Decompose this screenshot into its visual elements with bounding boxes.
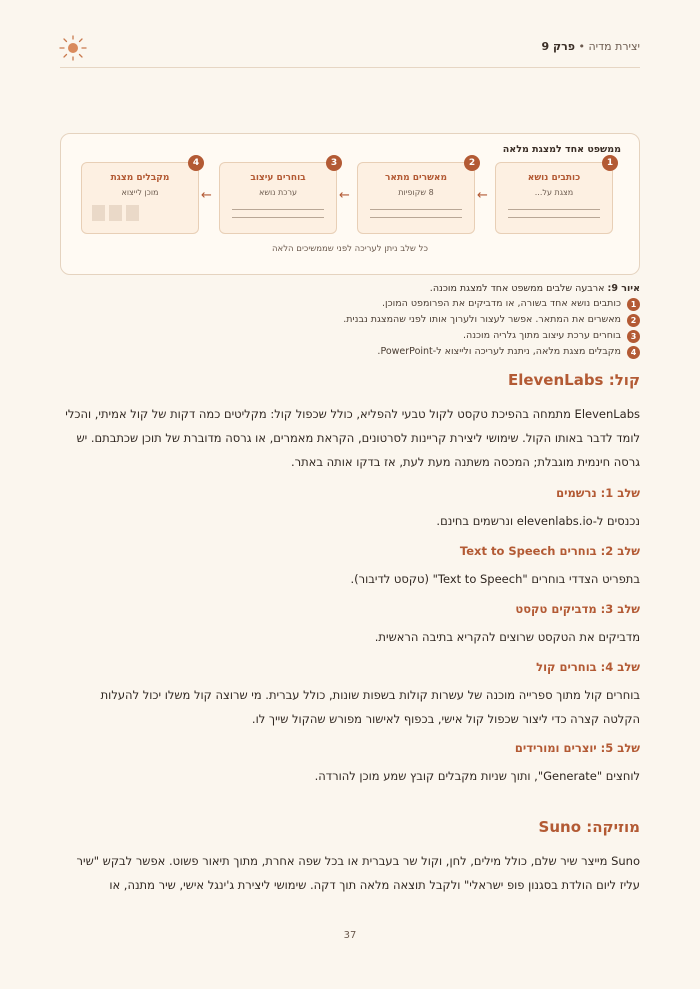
step-title: כותבים נושא (527, 173, 581, 183)
chapter-title (542, 40, 640, 53)
sun-icon (58, 34, 88, 62)
step-subtitle: ערכת נושא (259, 188, 297, 197)
list-item-text: מאשרים את המתאר. אפשר לעצור ולערוך אותו לפני שהמצגת נבנית. (343, 314, 621, 325)
step-title: מקבלים מצגת (110, 173, 170, 183)
section-heading-elevenlabs: קול: ElevenLabs (507, 371, 640, 389)
list-item-text: כותבים נושא אחד בשורה, או מדביקים את הפרומפט המוכן. (381, 298, 621, 309)
list-item-text: מקבלים מצגת מלאה, ניתנת לעריכה ולייצוא ל-PowerPoint. (377, 346, 621, 357)
caption-list-item (60, 297, 640, 313)
figure-title: ממשפט אחד למצגת מלאה (502, 144, 621, 155)
page-header (0, 0, 700, 70)
step-text-4: בוחרים קול מתוך ספרייה מוכנה של עשרות קולות בשפות שונות, כולל עברית. מי שרוצה קול משלו יכול להעלות הקלטה קצרה כדי ליצור שכפול קול אישי, בכפוף לאישור מפורש שהקול שייך לו. (100, 688, 640, 726)
section-heading-suno: מוזיקה: Suno (538, 818, 640, 836)
caption-list-item (60, 345, 640, 361)
placeholder-line (508, 209, 600, 210)
slide-thumbnail (92, 205, 105, 221)
slide-thumbnail (126, 205, 139, 221)
page-number: 37 (343, 930, 357, 941)
step-title: מאשרים מתאר (385, 173, 447, 183)
placeholder-line (232, 217, 324, 218)
caption-list-item (60, 329, 640, 345)
step-number-badge: 3 (326, 155, 342, 171)
step-heading-2: שלב 2: בוחרים Text to Speech (459, 544, 640, 558)
list-item-text: בוחרים ערכת עיצוב מתוך גלריה מוכנה. (462, 330, 621, 341)
step-number-badge: 1 (602, 155, 618, 171)
step-title: בוחרים עיצוב (250, 173, 306, 183)
placeholder-line (508, 217, 600, 218)
step-text-3: מדביקים את הטקסט שרוצים להקריא בתיבה הראשית. (374, 630, 640, 644)
suno-intro: Suno מייצר שיר שלם, כולל מילים, לחן, וקול שר בעברית או בכל שפה אחרת, מתוך תיאור פשוט. אפשר לבקש "שיר עליז ליום הולדת בסגנון פופ ישראלי" ולקבל תוצאה מלאה תוך דקה. שימושי ליצירת ג'ינגל אישי, שיר מתנה, או (76, 854, 640, 892)
figure-caption (60, 283, 640, 294)
placeholder-line (232, 209, 324, 210)
arrow-left-icon: ← (201, 188, 212, 203)
flow-step-1 (495, 158, 614, 234)
step-heading-4: שלב 4: בוחרים קול (536, 660, 640, 674)
placeholder-line (370, 217, 462, 218)
arrow-left-icon: ← (339, 188, 350, 203)
step-text-2: בתפריט הצדדי בוחרים "Text to Speech" (טקסט לדיבור). (350, 572, 640, 586)
step-subtitle: מוכן לייצוא (121, 188, 159, 197)
caption-list-item (60, 313, 640, 329)
caption-text: ארבעה שלבים ממשפט אחד למצגת מוכנה. (429, 283, 608, 294)
step-heading-5: שלב 5: יוצרים ומורידים (514, 741, 640, 755)
step-text-5: לוחצים "Generate", ותוך שניות מקבלים קובץ שמע מוכן להורדה. (314, 769, 640, 783)
list-number-badge: 3 (627, 330, 640, 343)
list-number-badge: 4 (627, 346, 640, 359)
flow-step-2 (357, 158, 476, 234)
placeholder-line (370, 209, 462, 210)
step-number-badge: 4 (188, 155, 204, 171)
list-number-badge: 2 (627, 314, 640, 327)
step-heading-1: שלב 1: נרשמים (556, 486, 640, 500)
step-subtitle: מצגת על... (534, 188, 574, 197)
figure-note: כל שלב ניתן לעריכה לפני שממשיכים הלאה (271, 244, 428, 254)
step-subtitle: 8 שקופיות (398, 188, 434, 197)
chapter-title-text: יצירת מדיה • (575, 40, 640, 53)
flow-step-3 (219, 158, 338, 234)
flow-step-4 (81, 158, 200, 234)
caption-list (60, 297, 640, 361)
caption-label: איור 9: (607, 283, 640, 294)
arrow-left-icon: ← (477, 188, 488, 203)
list-number-badge: 1 (627, 298, 640, 311)
elevenlabs-intro: ElevenLabs מתמחה בהפיכת טקסט לקול טבעי להפליא, כולל שכפול קול: מקליטים כמה דקות של קול אמיתי, והכלי לומד לדבר באותו הקול. שימושי ליצירת קריינות לסרטונים, הקראת מאמרים, או גרסה מדוברת של תוכן שכתבתם. יש גרסה חינמית מוגבלת; המכסה משתנה מעת לעת, אז בדקו אותה באתר. (65, 407, 640, 469)
step-text-1: נכנסים ל-elevenlabs.io ונרשמים בחינם. (436, 514, 640, 528)
slide-thumbnail (109, 205, 122, 221)
step-heading-3: שלב 3: מדביקים טקסט (515, 602, 640, 616)
header-divider (60, 67, 640, 68)
step-number-badge: 2 (464, 155, 480, 171)
flow-figure (60, 133, 640, 275)
chapter-number: פרק 9 (541, 40, 575, 53)
